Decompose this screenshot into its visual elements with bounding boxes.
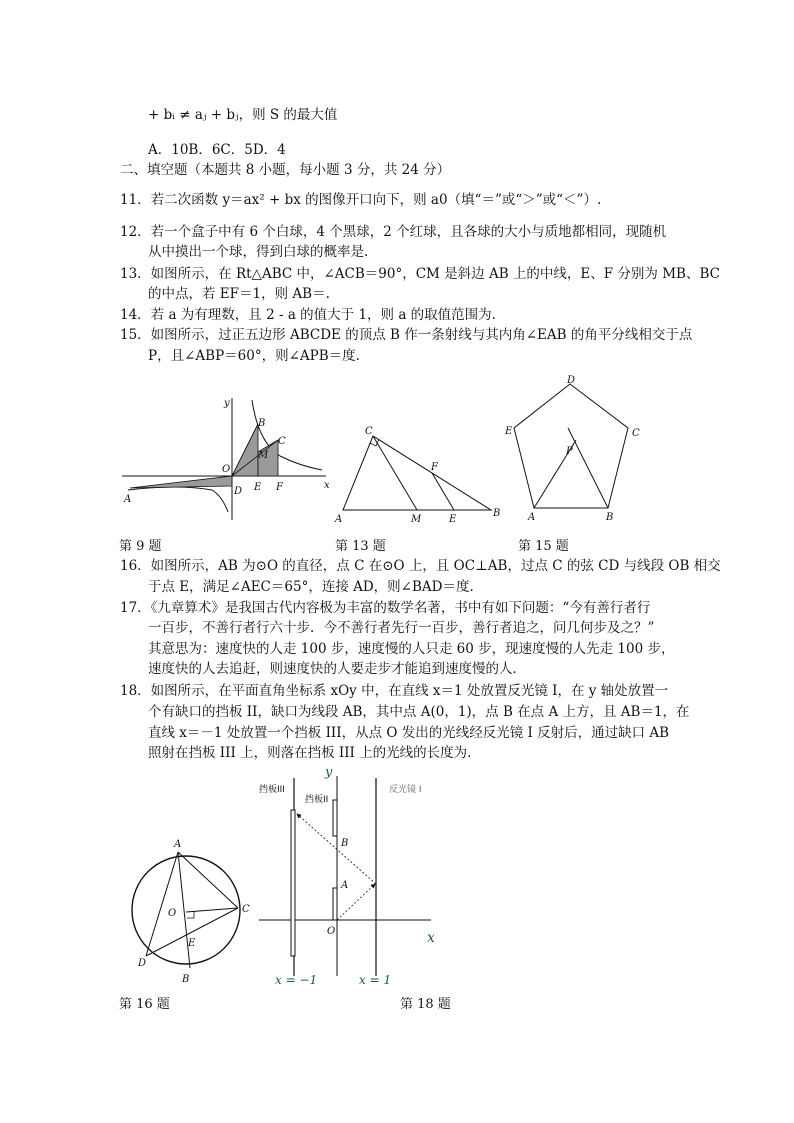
q12-line1: 12．若一个盒子中有 6 个白球，4 个黑球，2 个红球，且各球的大小与质地都相同，现随机 (120, 224, 667, 240)
fig16-label-D: D (138, 958, 147, 969)
fig9-label-y: y (224, 398, 230, 409)
q15-line2: P，且∠ABP＝60°，则∠APB＝度. (148, 348, 360, 364)
fig18-label-x-1: x = 1 (359, 973, 392, 987)
fig18-label-A: A (341, 880, 349, 891)
q10-options: A．10B．6C．5D．4 (148, 142, 286, 158)
q18-line3: 直线 x＝－1 处放置一个挡板 III，从点 O 发出的光线经反光镜 I 反射后，通过缺口 AB (148, 725, 670, 741)
figure-16 (124, 830, 264, 990)
fig15-ray-BP (568, 428, 608, 508)
q15-line1: 15．如图所示，过正五边形 ABCDE 的顶点 B 作一条射线与其内角∠EAB 的角平分线相交于点 (120, 327, 693, 343)
fig9-label-x: x (324, 480, 330, 491)
fig9-hyperbola-left (128, 487, 228, 512)
fig13-label-B: B (493, 508, 501, 519)
fig15-label-A: A (528, 512, 536, 523)
fig9-label-O: O (222, 464, 231, 475)
fig15-label-B: B (606, 512, 614, 523)
fig9-label-M: M (258, 450, 269, 461)
q17-line1: 17．《九章算术》是我国古代内容极为丰富的数学名著，书中有如下问题：“今有善行者行 (120, 600, 651, 616)
fig13-segment-EF (432, 473, 454, 510)
caption-fig9: 第 9 题 (119, 539, 162, 554)
fig13-triangle-ABC (343, 436, 491, 510)
fig15-label-E: E (505, 426, 513, 437)
fig9-label-B: B (258, 418, 266, 429)
fig13-label-C: C (365, 426, 373, 437)
q18-line2: 个有缺口的挡板 II，缺口为线段 AB，其中点 A(0，1)，点 B 在点 A 上方，且 AB＝1，在 (148, 704, 690, 720)
fig9-label-C: C (278, 436, 286, 447)
fig18-board-III (291, 810, 295, 956)
caption-fig16: 第 16 题 (119, 997, 170, 1012)
fig16-label-O: O (168, 908, 177, 919)
q17-line4: 速度快的人去追赶，则速度快的人要走步才能追到速度慢的人． (148, 661, 526, 677)
fig18-label-y: y (325, 765, 333, 780)
fig18-label-B: B (341, 838, 349, 849)
q18-line1: 18．如图所示，在平面直角坐标系 xOy 中，在直线 x＝1 处放置反光镜 I，在 y 轴处放置一 (120, 683, 669, 699)
fig15-label-P: P (566, 446, 573, 457)
q16-line1: 16．如图所示，AB 为⊙O 的直径，点 C 在⊙O 上，且 OC⊥AB，过点 C 的弦 CD 与线段 OB 相交 (120, 558, 721, 574)
fig15-label-C: C (632, 428, 640, 439)
fig18-label-board2: 挡板II (305, 795, 329, 805)
fig18-label-O: O (327, 926, 336, 937)
caption-fig15: 第 15 题 (518, 539, 569, 554)
q12-line2: 从中摸出一个球，得到白球的概率是. (148, 244, 369, 260)
fig13-label-E: E (449, 514, 457, 525)
caption-fig18: 第 18 题 (400, 997, 451, 1012)
fig16-label-E: E (188, 938, 196, 949)
fig18-label-board3: 挡板III (259, 785, 285, 795)
figure-18 (255, 764, 445, 990)
section-2-heading: 二、填空题（本题共 8 小题，每小题 3 分，共 24 分） (120, 162, 451, 178)
caption-fig13: 第 13 题 (335, 539, 386, 554)
fig9-label-D: D (234, 486, 243, 497)
fig9-label-E: E (254, 482, 262, 493)
q16-line2: 于点 E，满足∠AEC＝65°，连接 AD，则∠BAD＝度. (148, 579, 474, 595)
q18-line4: 照射在挡板 III 上，则落在挡板 III 上的光线的长度为. (148, 745, 472, 761)
fig18-label-mirror: 反光镜 I (389, 785, 422, 795)
fig18-board-II-lower (333, 888, 337, 920)
figure-13 (333, 422, 503, 526)
fig16-label-A: A (174, 839, 182, 850)
fig18-label-x: x (427, 930, 435, 946)
q11: 11．若二次函数 y＝ax² + bx 的图像开口向下，则 a0（填“＝”或“＞”或“＜”）. (120, 192, 602, 208)
fig13-label-F: F (431, 462, 438, 473)
figure-15 (502, 374, 652, 526)
q13-line1: 13．如图所示，在 Rt△ABC 中，∠ACB＝90°，CM 是斜边 AB 上的中线，E、F 分别为 MB、BC (120, 266, 720, 282)
fig15-label-D: D (567, 375, 576, 386)
fig13-median-CM (373, 436, 417, 510)
fig18-board-II-upper (333, 800, 337, 836)
fig13-label-A: A (335, 514, 343, 525)
fig18-label-x-minus-1: x = −1 (275, 973, 318, 987)
fig16-segment-AD (146, 852, 178, 956)
fig9-shaded-triangle-3 (130, 476, 232, 488)
fig13-label-M: M (411, 514, 422, 525)
fig16-label-C: C (242, 904, 250, 915)
fig9-label-F: F (276, 482, 283, 493)
fig16-diameter-AB (178, 852, 190, 968)
q14: 14．若 a 为有理数，且 2 - a 的值大于 1，则 a 的取值范围为. (120, 307, 496, 323)
fig9-label-A: A (124, 494, 132, 505)
fig16-label-B: B (182, 974, 190, 985)
q13-line2: 的中点，若 EF＝1，则 AB＝. (148, 286, 330, 302)
q17-line3: 其意思为：速度快的人走 100 步，速度慢的人只走 60 步，现速度慢的人先走 100 步， (148, 641, 675, 657)
q17-line2: 一百步，不善行者行六十步．今不善行者先行一百步，善行者追之，问几何步及之？” (148, 620, 655, 636)
q10-condition: + bᵢ ≠ aⱼ + bⱼ，则 S 的最大值 (148, 107, 338, 123)
figure-9 (118, 392, 338, 528)
